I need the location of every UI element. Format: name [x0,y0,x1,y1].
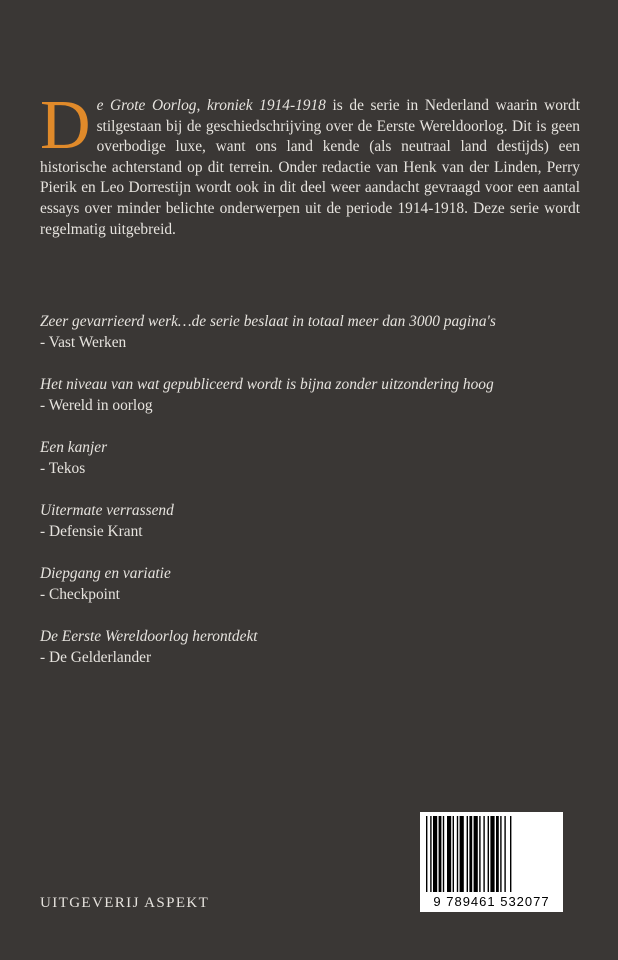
quote-source: - De Gelderlander [40,648,152,666]
quote-source: - Vast Werken [40,333,127,351]
quote [40,375,580,416]
quote-text: Zeer gevarrieerd werk…de serie beslaat in totaal meer dan 3000 pagina's [40,313,496,330]
isbn-number: 9 789461 532077 [433,894,550,909]
quote [40,501,580,542]
quote-source: - Defensie Krant [40,522,143,540]
quote-source: - Tekos [40,459,86,477]
quote-text: Een kanjer [40,439,108,456]
series-title: e Grote Oorlog, kroniek 1914-1918 [96,97,326,114]
drop-cap: D [40,87,91,164]
quote-source: - Wereld in oorlog [40,396,153,414]
quote-source: - Checkpoint [40,585,120,603]
barcode-bars [420,812,563,894]
quote-text: Diepgang en variatie [40,565,171,582]
quote-text: Het niveau van wat gepubliceerd wordt is bijna zonder uitzondering hoog [40,376,494,393]
quote [40,627,580,668]
barcode [420,812,563,912]
quote [40,438,580,479]
quote [40,564,580,605]
intro-body: is de serie in Nederland waarin wordt stilgestaan bij de geschiedschrijving over de Eerste Wereldoorlog. Dit is geen overbodige luxe, want ons land kende (als neutraal land destijds) een historische achterstand op dit terrein. Onder redactie van Henk van der Linden, Perry Pierik en Leo Dorrestijn wordt ook in dit deel weer aandacht gevraagd voor een aantal essays over minder belichte onderwerpen uit de periode 1914-1918. Deze serie wordt regelmatig uitgebreid. [40,97,580,238]
intro-text [40,87,580,240]
quote-text: De Eerste Wereldoorlog herontdekt [40,628,258,645]
quote [40,312,580,353]
publisher-name: UITGEVERIJ ASPEKT [40,895,210,911]
quotes-list [40,312,580,690]
quote-text: Uitermate verrassend [40,502,174,519]
